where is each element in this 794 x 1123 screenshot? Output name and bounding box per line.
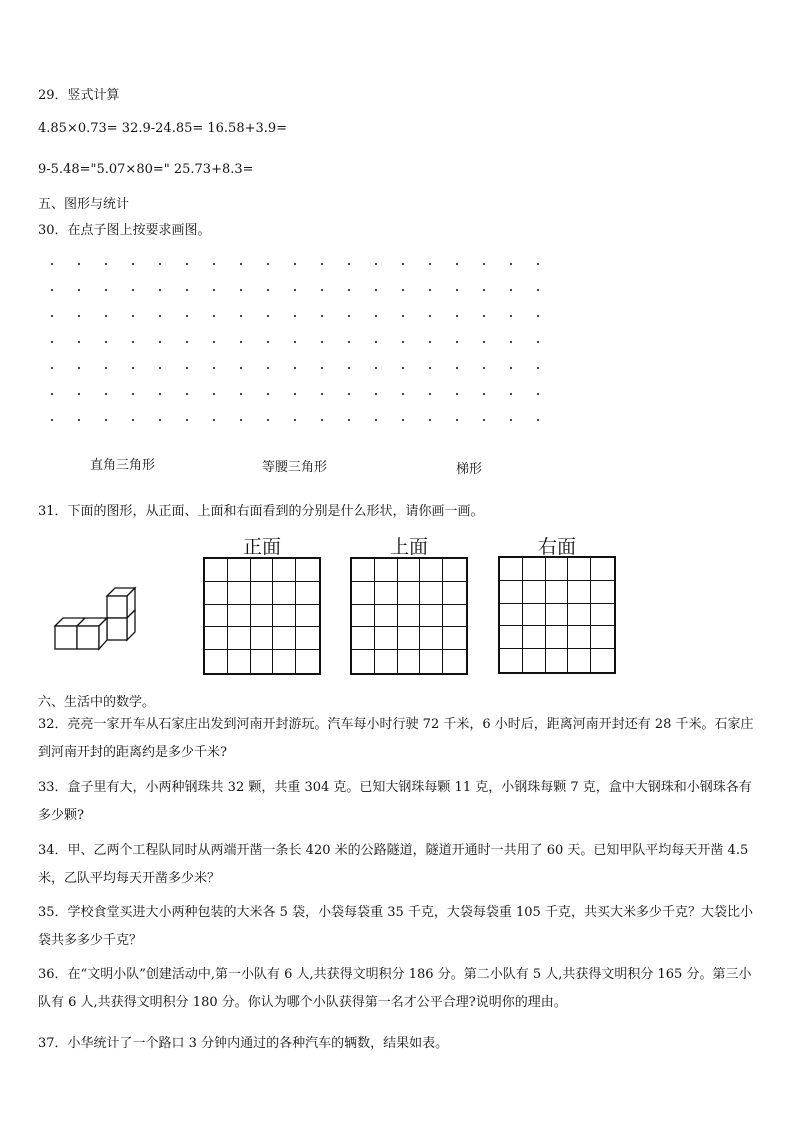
grid-dot [240,263,242,265]
grid-dot [267,393,269,395]
grid-dot [537,263,539,265]
grid-dot [159,367,161,369]
grid-dot [213,263,215,265]
grid-dot [159,393,161,395]
grid-dot [483,341,485,343]
grid-dot [78,367,80,369]
grid-dot [321,289,323,291]
grid-dot [348,419,350,421]
grid-dot [51,367,53,369]
grid-dot [186,367,188,369]
grid-dot [483,367,485,369]
top-view-grid[interactable] [350,557,468,675]
grid-dot [213,419,215,421]
grid-dot [132,367,134,369]
grid-dot [456,263,458,265]
grid-dot [456,419,458,421]
grid-dot [267,367,269,369]
grid-dot [132,419,134,421]
grid-dot [537,341,539,343]
grid-dot [402,367,404,369]
grid-dot [537,367,539,369]
grid-dot [294,367,296,369]
grid-dot [456,341,458,343]
grid-dot [186,341,188,343]
cube-figure [50,585,140,655]
grid-dot [402,393,404,395]
grid-dot [240,315,242,317]
grid-dot [429,315,431,317]
grid-dot [267,315,269,317]
grid-dot [159,315,161,317]
grid-dot [105,263,107,265]
grid-dot [186,393,188,395]
grid-dot [213,367,215,369]
grid-dot [51,419,53,421]
grid-dot [348,367,350,369]
grid-dot [132,263,134,265]
grid-dot [375,341,377,343]
grid-dot [78,315,80,317]
grid-dot [132,341,134,343]
grid-dot [78,393,80,395]
grid-dot [375,367,377,369]
section-6-heading: 六、生活中的数学。 [38,695,156,710]
grid-dot [78,419,80,421]
grid-dot [78,263,80,265]
grid-dot [537,315,539,317]
grid-dot [51,263,53,265]
grid-dot [132,289,134,291]
grid-dot [429,263,431,265]
grid-dot [510,315,512,317]
grid-dot [375,315,377,317]
q29-row1: 4.85×0.73= 32.9-24.85= 16.58+3.9= [38,121,288,136]
grid-dot [483,419,485,421]
section-5-heading: 五、图形与统计 [38,197,130,212]
grid-dot [510,393,512,395]
grid-dot [51,393,53,395]
grid-dot [105,289,107,291]
grid-dot [402,419,404,421]
label-isosceles-triangle: 等腰三角形 [262,460,328,475]
grid-dot [213,289,215,291]
grid-dot [240,393,242,395]
grid-dot [510,367,512,369]
q33-text: 33．盒子里有大，小两种钢珠共 32 颗，共重 304 克。已知大钢珠每颗 11 克，小钢珠每颗 7 克，盒中大钢珠和小钢珠各有多少颗? [38,780,752,823]
grid-dot [375,419,377,421]
grid-dot [159,419,161,421]
grid-dot [294,263,296,265]
grid-dot [159,263,161,265]
grid-dot [456,315,458,317]
q37-text: 37．小华统计了一个路口 3 分钟内通过的各种汽车的辆数，结果如表。 [38,1036,449,1051]
right-view-grid[interactable] [498,556,616,674]
grid-dot [105,419,107,421]
grid-dot [186,263,188,265]
grid-dot [537,289,539,291]
grid-dot [294,419,296,421]
grid-dot [105,315,107,317]
grid-dot [429,419,431,421]
grid-dot [348,315,350,317]
grid-dot [51,341,53,343]
grid-dot [456,367,458,369]
grid-dot [321,315,323,317]
label-trapezoid: 梯形 [456,462,483,477]
grid-dot [105,341,107,343]
grid-dot [186,419,188,421]
view-top-title: 上面 [390,536,429,558]
grid-dot [240,419,242,421]
q32-text: 32．亮亮一家开车从石家庄出发到河南开封游玩。汽车每小时行驶 72 千米，6 小时后，距离河南开封还有 28 千米。石家庄到河南开封的距离约是多少千米? [38,717,754,760]
grid-dot [240,341,242,343]
grid-dot [213,341,215,343]
grid-dot [483,315,485,317]
grid-dot [402,289,404,291]
grid-dot [429,341,431,343]
grid-dot [186,315,188,317]
grid-dot [51,315,53,317]
grid-dot [483,393,485,395]
q31-title: 31．下面的图形，从正面、上面和右面看到的分别是什么形状，请你画一画。 [38,504,484,519]
q29-title: 29．竖式计算 [38,88,120,103]
grid-dot [402,341,404,343]
grid-dot [510,289,512,291]
q34-text: 34．甲、乙两个工程队同时从两端开凿一条长 420 米的公路隧道，隧道开通时一共用了 60 天。已知甲队平均每天开凿 4.5 米，乙队平均每天开凿多少米？ [38,843,749,886]
grid-dot [483,289,485,291]
grid-dot [375,263,377,265]
grid-dot [375,393,377,395]
grid-dot [240,367,242,369]
grid-dot [456,289,458,291]
q36-text: 36．在“文明小队”创建活动中,第一小队有 6 人,共获得文明积分 186 分。第二小队有 5 人,共获得文明积分 165 分。第三小队有 6 人,共获得文明积分 180 分。你认为哪个小队获得第一名才公平合理?说明你的理由。 [38,967,752,1010]
front-view-grid[interactable] [203,557,321,675]
view-front-title: 正面 [243,536,282,558]
grid-dot [375,289,377,291]
grid-dot [267,341,269,343]
grid-dot [321,263,323,265]
grid-dot [159,341,161,343]
grid-dot [510,419,512,421]
grid-dot [402,315,404,317]
grid-dot [213,393,215,395]
grid-dot [105,367,107,369]
grid-dot [159,289,161,291]
grid-dot [510,341,512,343]
grid-dot [429,367,431,369]
grid-dot [510,263,512,265]
grid-dot [78,289,80,291]
grid-dot [51,289,53,291]
grid-dot [132,315,134,317]
grid-dot [348,289,350,291]
view-right-title: 右面 [538,536,577,558]
grid-dot [294,315,296,317]
grid-dot [267,419,269,421]
grid-dot [213,315,215,317]
grid-dot [321,367,323,369]
grid-dot [267,289,269,291]
grid-dot [186,289,188,291]
grid-dot [456,393,458,395]
grid-dot [537,419,539,421]
grid-dot [321,419,323,421]
grid-dot [105,393,107,395]
grid-dot [537,393,539,395]
label-right-triangle: 直角三角形 [90,458,156,473]
grid-dot [294,289,296,291]
grid-dot [348,341,350,343]
grid-dot [294,393,296,395]
grid-dot [132,393,134,395]
q35-text: 35．学校食堂买进大小两种包装的大米各 5 袋，小袋每袋重 35 千克，大袋每袋重 105 千克，共买大米多少千克？大袋比小袋共多多少千克？ [38,905,753,948]
grid-dot [348,263,350,265]
grid-dot [321,393,323,395]
grid-dot [240,289,242,291]
grid-dot [78,341,80,343]
grid-dot [267,263,269,265]
grid-dot [429,289,431,291]
grid-dot [294,341,296,343]
q29-row2: 9-5.48="5.07×80=" 25.73+8.3= [38,162,254,177]
dot-grid[interactable] [40,256,550,426]
grid-dot [321,341,323,343]
grid-dot [402,263,404,265]
q30-title: 30．在点子图上按要求画图。 [38,223,211,238]
grid-dot [429,393,431,395]
grid-dot [348,393,350,395]
grid-dot [483,263,485,265]
